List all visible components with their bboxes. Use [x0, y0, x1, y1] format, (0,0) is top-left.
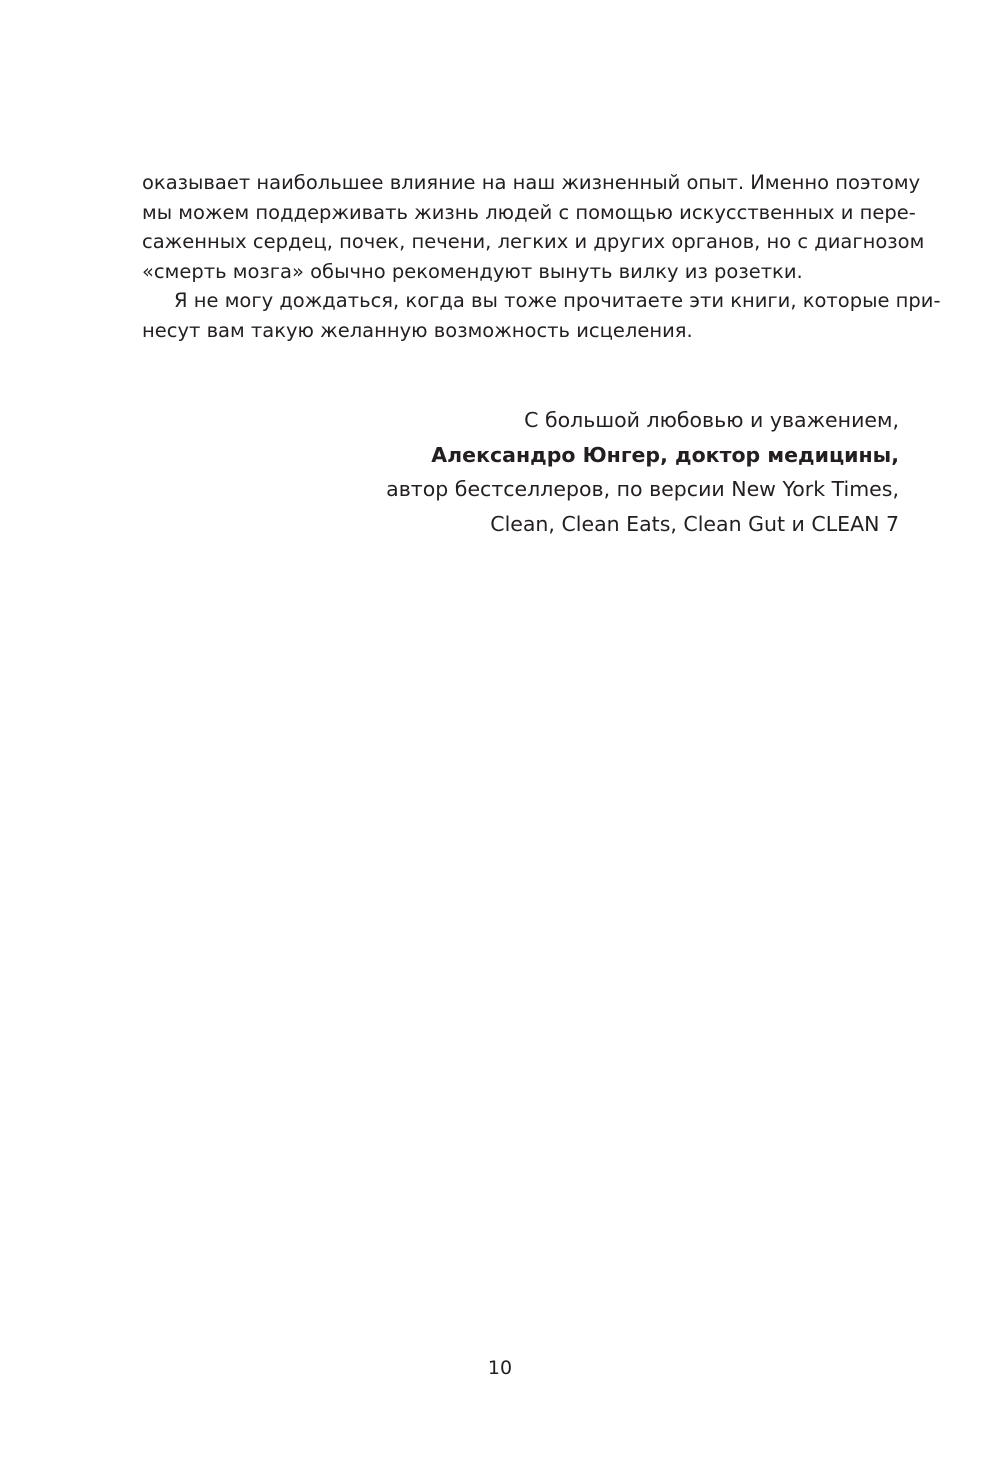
paragraph-line: оказывает наибольшее влияние на наш жизненный опыт. Именно поэтому	[142, 171, 921, 194]
paragraph-line: Я не могу дождаться, когда вы тоже прочитаете эти книги, которые при-	[174, 289, 941, 312]
page-number: 10	[487, 1357, 513, 1379]
paragraph-line: «смерть мозга» обычно рекомендуют вынуть вилку из розетки.	[142, 259, 803, 283]
signature-credential: автор бестселлеров, по версии New York Times,	[386, 477, 899, 501]
signature-books: Clean, Clean Eats, Clean Gut и CLEAN 7	[490, 511, 899, 536]
paragraph-line: саженных сердец, почек, печени, легких и других органов, но с диагнозом	[142, 230, 925, 253]
body-text	[142, 168, 941, 345]
paragraph-line: несут вам такую желанную возможность исцеления.	[142, 318, 693, 342]
signature-block	[386, 403, 899, 541]
signature-author-name: Александро Юнгер, доктор медицины,	[431, 442, 899, 467]
signature-closing: С большой любовью и уважением,	[524, 408, 899, 432]
paragraph-line: мы можем поддерживать жизнь людей с помощью искусственных и пере-	[142, 200, 916, 224]
